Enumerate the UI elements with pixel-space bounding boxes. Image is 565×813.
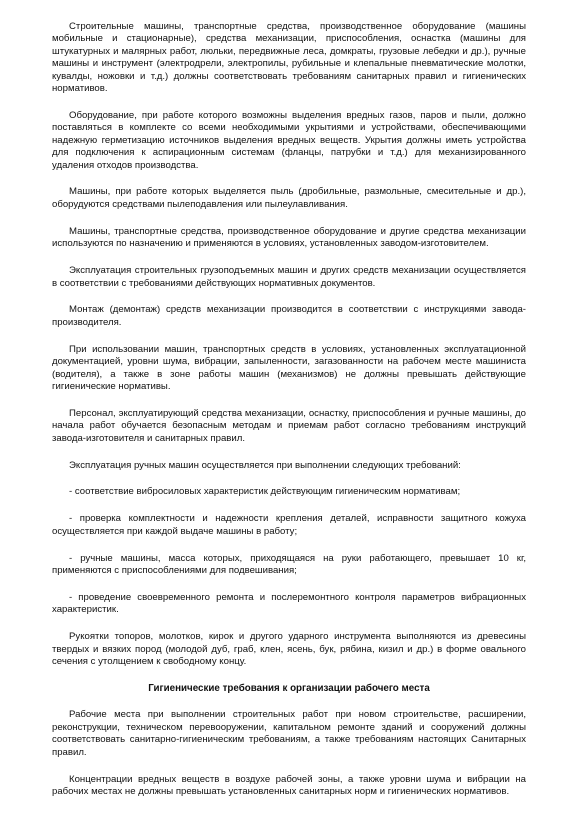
paragraph-mounting: Монтаж (демонтаж) средств механизации производится в соответствии с инструкциями завода-производителя. [52, 304, 526, 328]
list-item-suspension-devices: - ручные машины, масса которых, приходящаяся на руки работающего, превышает 10 кг, применяются с приспособлениями для подвешивания; [52, 552, 526, 577]
paragraph-dust-suppression: Машины, при работе которых выделяется пыль (дробильные, размольные, смесительные и др.), оборудуются средствами пылеподавления или пылеулавливания. [52, 186, 526, 210]
paragraph-hand-machines-intro: Эксплуатация ручных машин осуществляется при выполнении следующих требований: [69, 459, 461, 471]
list-item-completeness-check: - проверка комплектности и надежности крепления деталей, исправности защитного кожуха осуществляется при каждой выдаче машины в работу; [52, 513, 526, 537]
paragraph-intended-use: Машины, транспортные средства, производственное оборудование и другие средства механизации используются по назначению и применяются в условиях, установленных заводом-изготовителем. [52, 225, 526, 250]
list-item-vibration-characteristics: - соответствие вибросиловых характеристик действующим гигиеническим нормативам; [69, 486, 461, 498]
document-body [52, 21, 526, 813]
paragraph-tool-handles: Рукоятки топоров, молотков, кирок и другого ударного инструмента выполняются из древесины твердых и вязких пород (молодой дуб, граб, клен, ясень, бук, рябина, кизил и др.) в форме овального сечения с утолщением к свободному концу. [52, 631, 526, 668]
paragraph-harmful-concentrations: Концентрации вредных веществ в воздухе рабочей зоны, а также уровни шума и вибрации на рабочих местах не должны превышать установленных санитарных норм и гигиенических нормативов. [52, 773, 526, 797]
section-heading: Гигиенические требования к организации рабочего места [148, 683, 430, 695]
paragraph-noise-vibration-levels: При использовании машин, транспортных средств в условиях, установленных эксплуатационной документацией, уровни шума, вибрации, запыленности, загазованности на рабочем месте машиниста (водителя), а также в зоне работы машин (механизмов) не должны превышать действующие гигиенические нормативы. [52, 343, 526, 392]
list-item-timely-repair: - проведение своевременного ремонта и послеремонтного контроля параметров вибрационных характеристик. [52, 592, 526, 616]
paragraph-equipment-enclosures: Оборудование, при работе которого возможны выделения вредных газов, паров и пыли, должно поставляться в комплекте со всеми необходимыми укрытиями и устройствами, обеспечивающими надежную герметизацию источников выделения вредных веществ. Укрытия должны иметь устройства для подключения к аспирационным системам (фланцы, патрубки и т.д.) для механизированного удаления отходов производства. [52, 109, 526, 171]
paragraph-personnel-training: Персонал, эксплуатирующий средства механизации, оснастку, приспособления и ручные машины, до начала работ обучается безопасным методам и приемам работ согласно требованиям инструкций завода-изготовителя и санитарных правил. [52, 407, 526, 444]
paragraph-workplace-requirements: Рабочие места при выполнении строительных работ при новом строительстве, расширении, реконструкции, техническом перевооружении, капитальном ремонте зданий и сооружений должны соответствовать санитарно-гигиеническим требованиям, а также требованиям настоящих Санитарных правил. [52, 709, 526, 758]
paragraph-lifting-machines: Эксплуатация строительных грузоподъемных машин и других средств механизации осуществляется в соответствии с требованиями действующих нормативных документов. [52, 265, 526, 289]
paragraph-machinery-requirements: Строительные машины, транспортные средства, производственное оборудование (машины мобильные и стационарные), средства механизации, приспособления, оснастка (машины для штукатурных и малярных работ, люльки, передвижные леса, домкраты, грузовые лебедки и др.), ручные машины и инструмент (электродрели, электропилы, рубильные и клепальные пневматические молотки, кувалды, ножовки и т.д.) должны соответствовать требованиям санитарных правил и гигиенических нормативов. [52, 21, 526, 95]
